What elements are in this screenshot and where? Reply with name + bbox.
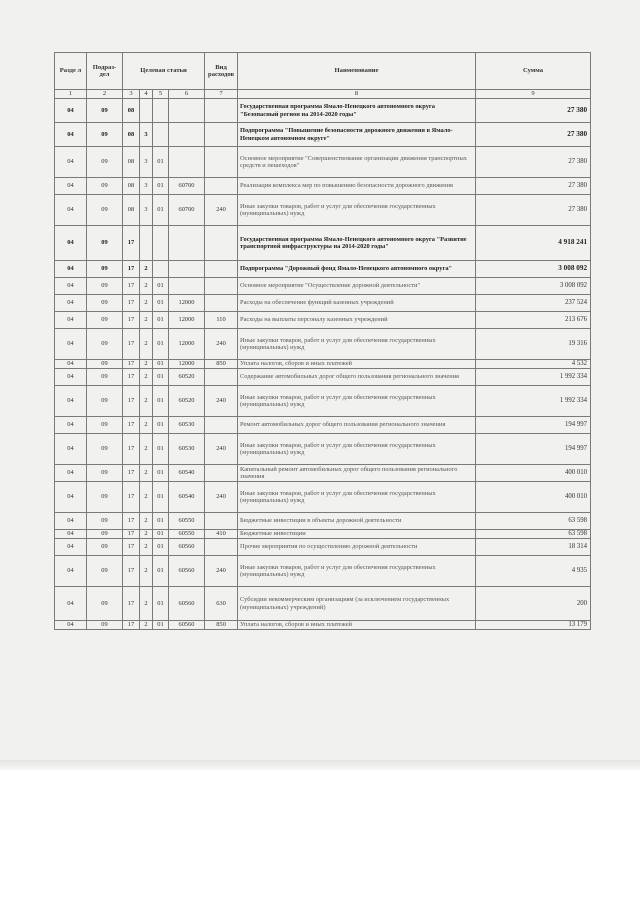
table-row bbox=[55, 226, 591, 261]
cell-section: 04 bbox=[55, 621, 87, 630]
cell-direction: 60560 bbox=[169, 621, 205, 630]
cell-name: Иные закупки товаров, работ и услуг для обеспечения государственных (муниципальных) нужд bbox=[238, 434, 476, 465]
cell-expense-type: 240 bbox=[205, 434, 238, 465]
cell-subsection: 09 bbox=[87, 513, 123, 530]
cell-expense-type: 410 bbox=[205, 530, 238, 539]
cell-expense-type bbox=[205, 147, 238, 178]
cell-activity: 01 bbox=[153, 312, 169, 329]
cell-section: 04 bbox=[55, 386, 87, 417]
cell-subsection: 09 bbox=[87, 147, 123, 178]
cell-expense-type bbox=[205, 513, 238, 530]
cell-program: 17 bbox=[123, 261, 140, 278]
cell-subprogram: 3 bbox=[140, 123, 153, 147]
column-number: 2 bbox=[87, 90, 123, 99]
table-row bbox=[55, 556, 591, 587]
cell-subprogram: 3 bbox=[140, 195, 153, 226]
column-number: 1 bbox=[55, 90, 87, 99]
cell-section: 04 bbox=[55, 369, 87, 386]
cell-activity bbox=[153, 123, 169, 147]
cell-name: Расходы на обеспечение функций казенных учреждений bbox=[238, 295, 476, 312]
cell-program: 17 bbox=[123, 434, 140, 465]
cell-expense-type bbox=[205, 261, 238, 278]
cell-expense-type: 240 bbox=[205, 556, 238, 587]
scan-edge bbox=[0, 760, 640, 770]
cell-subprogram: 2 bbox=[140, 465, 153, 482]
cell-direction: 12000 bbox=[169, 329, 205, 360]
cell-expense-type bbox=[205, 226, 238, 261]
cell-section: 04 bbox=[55, 261, 87, 278]
cell-program: 17 bbox=[123, 386, 140, 417]
cell-program: 17 bbox=[123, 482, 140, 513]
column-number: 3 bbox=[123, 90, 140, 99]
cell-program: 17 bbox=[123, 465, 140, 482]
cell-program: 17 bbox=[123, 226, 140, 261]
table-row bbox=[55, 312, 591, 329]
cell-name: Государственная программа Ямало-Ненецкого автономного округа "Безопасный регион на 2014-2020 годы" bbox=[238, 99, 476, 123]
cell-activity: 01 bbox=[153, 513, 169, 530]
cell-name: Подпрограмма "Дорожный фонд Ямало-Ненецкого автономного округа" bbox=[238, 261, 476, 278]
cell-subprogram: 2 bbox=[140, 417, 153, 434]
cell-name: Государственная программа Ямало-Ненецкого автономного округа "Развитие транспортной инфраструктуры на 2014-2020 годы" bbox=[238, 226, 476, 261]
table-row bbox=[55, 147, 591, 178]
cell-expense-type bbox=[205, 295, 238, 312]
cell-activity: 01 bbox=[153, 195, 169, 226]
cell-sum: 213 676 bbox=[476, 312, 591, 329]
cell-sum: 237 524 bbox=[476, 295, 591, 312]
cell-name: Бюджетные инвестиции в объекты дорожной деятельности bbox=[238, 513, 476, 530]
cell-program: 17 bbox=[123, 369, 140, 386]
cell-activity: 01 bbox=[153, 482, 169, 513]
cell-name: Бюджетные инвестиции bbox=[238, 530, 476, 539]
cell-subsection: 09 bbox=[87, 482, 123, 513]
cell-subprogram: 3 bbox=[140, 147, 153, 178]
table-row bbox=[55, 621, 591, 630]
cell-activity: 01 bbox=[153, 386, 169, 417]
cell-program: 17 bbox=[123, 539, 140, 556]
cell-subsection: 09 bbox=[87, 621, 123, 630]
cell-sum: 4 935 bbox=[476, 556, 591, 587]
cell-name: Подпрограмма "Повышение безопасности дорожного движения в Ямало-Ненецком автономном округе" bbox=[238, 123, 476, 147]
cell-sum: 194 997 bbox=[476, 417, 591, 434]
cell-activity: 01 bbox=[153, 621, 169, 630]
cell-sum: 19 316 bbox=[476, 329, 591, 360]
cell-section: 04 bbox=[55, 123, 87, 147]
cell-direction: 60520 bbox=[169, 369, 205, 386]
cell-section: 04 bbox=[55, 556, 87, 587]
cell-expense-type bbox=[205, 417, 238, 434]
column-number: 9 bbox=[476, 90, 591, 99]
cell-expense-type bbox=[205, 99, 238, 123]
cell-program: 17 bbox=[123, 621, 140, 630]
cell-sum: 4 918 241 bbox=[476, 226, 591, 261]
cell-name: Капитальный ремонт автомобильных дорог общего пользования регионального значения bbox=[238, 465, 476, 482]
cell-direction bbox=[169, 99, 205, 123]
cell-section: 04 bbox=[55, 278, 87, 295]
cell-name: Иные закупки товаров, работ и услуг для обеспечения государственных (муниципальных) нужд bbox=[238, 195, 476, 226]
cell-subprogram bbox=[140, 226, 153, 261]
table-row bbox=[55, 587, 591, 621]
cell-direction bbox=[169, 123, 205, 147]
cell-subprogram: 2 bbox=[140, 329, 153, 360]
cell-expense-type: 850 bbox=[205, 621, 238, 630]
column-number-row bbox=[55, 90, 591, 99]
cell-name: Прочие мероприятия по осуществлению дорожной деятельности bbox=[238, 539, 476, 556]
cell-direction bbox=[169, 278, 205, 295]
cell-name: Уплата налогов, сборов и иных платежей bbox=[238, 360, 476, 369]
cell-direction: 60520 bbox=[169, 386, 205, 417]
cell-expense-type bbox=[205, 539, 238, 556]
cell-expense-type: 240 bbox=[205, 329, 238, 360]
cell-name: Ремонт автомобильных дорог общего пользования регионального значения bbox=[238, 417, 476, 434]
cell-name: Уплата налогов, сборов и иных платежей bbox=[238, 621, 476, 630]
cell-subprogram: 2 bbox=[140, 587, 153, 621]
cell-name: Иные закупки товаров, работ и услуг для обеспечения государственных (муниципальных) нужд bbox=[238, 556, 476, 587]
cell-program: 17 bbox=[123, 329, 140, 360]
cell-program: 08 bbox=[123, 99, 140, 123]
table-row bbox=[55, 539, 591, 556]
cell-program: 08 bbox=[123, 147, 140, 178]
cell-subsection: 09 bbox=[87, 123, 123, 147]
table-row bbox=[55, 261, 591, 278]
table-row bbox=[55, 386, 591, 417]
cell-sum: 27 380 bbox=[476, 195, 591, 226]
cell-name: Содержание автомобильных дорог общего пользования регионального значения bbox=[238, 369, 476, 386]
cell-sum: 27 380 bbox=[476, 178, 591, 195]
cell-direction: 60560 bbox=[169, 539, 205, 556]
cell-subsection: 09 bbox=[87, 530, 123, 539]
cell-section: 04 bbox=[55, 226, 87, 261]
cell-direction: 60540 bbox=[169, 482, 205, 513]
cell-activity: 01 bbox=[153, 360, 169, 369]
cell-expense-type: 850 bbox=[205, 360, 238, 369]
header-subsection: Подраз- дел bbox=[87, 53, 123, 90]
cell-section: 04 bbox=[55, 587, 87, 621]
cell-direction: 60700 bbox=[169, 195, 205, 226]
cell-subsection: 09 bbox=[87, 261, 123, 278]
cell-direction bbox=[169, 261, 205, 278]
table-row bbox=[55, 295, 591, 312]
cell-subsection: 09 bbox=[87, 329, 123, 360]
cell-direction: 60550 bbox=[169, 513, 205, 530]
cell-expense-type bbox=[205, 465, 238, 482]
cell-subsection: 09 bbox=[87, 360, 123, 369]
cell-activity: 01 bbox=[153, 147, 169, 178]
cell-activity: 01 bbox=[153, 539, 169, 556]
table-body bbox=[55, 99, 591, 630]
cell-sum: 27 380 bbox=[476, 147, 591, 178]
cell-subsection: 09 bbox=[87, 556, 123, 587]
cell-activity: 01 bbox=[153, 295, 169, 312]
cell-subprogram bbox=[140, 99, 153, 123]
cell-sum: 400 010 bbox=[476, 482, 591, 513]
cell-section: 04 bbox=[55, 295, 87, 312]
cell-direction: 60560 bbox=[169, 587, 205, 621]
column-number: 7 bbox=[205, 90, 238, 99]
cell-subprogram: 2 bbox=[140, 386, 153, 417]
cell-expense-type: 240 bbox=[205, 195, 238, 226]
cell-subprogram: 2 bbox=[140, 556, 153, 587]
cell-sum: 63 598 bbox=[476, 530, 591, 539]
table-row bbox=[55, 465, 591, 482]
cell-direction: 12000 bbox=[169, 295, 205, 312]
cell-expense-type: 240 bbox=[205, 386, 238, 417]
cell-sum: 13 179 bbox=[476, 621, 591, 630]
cell-subprogram: 2 bbox=[140, 434, 153, 465]
cell-program: 17 bbox=[123, 278, 140, 295]
cell-sum: 3 008 092 bbox=[476, 278, 591, 295]
cell-subsection: 09 bbox=[87, 226, 123, 261]
cell-program: 17 bbox=[123, 417, 140, 434]
cell-activity: 01 bbox=[153, 587, 169, 621]
cell-section: 04 bbox=[55, 434, 87, 465]
cell-direction: 12000 bbox=[169, 312, 205, 329]
table-row bbox=[55, 530, 591, 539]
cell-activity: 01 bbox=[153, 434, 169, 465]
cell-section: 04 bbox=[55, 195, 87, 226]
cell-program: 17 bbox=[123, 312, 140, 329]
cell-name: Иные закупки товаров, работ и услуг для обеспечения государственных (муниципальных) нужд bbox=[238, 386, 476, 417]
header-row bbox=[55, 53, 591, 90]
cell-name: Основное мероприятие "Осуществление дорожной деятельности" bbox=[238, 278, 476, 295]
cell-subsection: 09 bbox=[87, 369, 123, 386]
table-row bbox=[55, 434, 591, 465]
cell-section: 04 bbox=[55, 513, 87, 530]
cell-section: 04 bbox=[55, 539, 87, 556]
cell-expense-type bbox=[205, 178, 238, 195]
header-section: Разде л bbox=[55, 53, 87, 90]
cell-subsection: 09 bbox=[87, 539, 123, 556]
cell-expense-type: 240 bbox=[205, 482, 238, 513]
cell-program: 17 bbox=[123, 556, 140, 587]
cell-name: Субсидии некоммерческим организациям (за исключением государственных (муниципальных) учреждений) bbox=[238, 587, 476, 621]
cell-direction: 60530 bbox=[169, 434, 205, 465]
cell-sum: 400 010 bbox=[476, 465, 591, 482]
cell-sum: 27 380 bbox=[476, 123, 591, 147]
cell-subprogram: 2 bbox=[140, 312, 153, 329]
cell-activity: 01 bbox=[153, 556, 169, 587]
cell-subsection: 09 bbox=[87, 195, 123, 226]
cell-subsection: 09 bbox=[87, 434, 123, 465]
cell-subprogram: 3 bbox=[140, 178, 153, 195]
cell-program: 17 bbox=[123, 587, 140, 621]
cell-subsection: 09 bbox=[87, 417, 123, 434]
cell-section: 04 bbox=[55, 312, 87, 329]
cell-direction: 60530 bbox=[169, 417, 205, 434]
cell-subprogram: 2 bbox=[140, 295, 153, 312]
cell-subprogram: 2 bbox=[140, 621, 153, 630]
cell-program: 17 bbox=[123, 360, 140, 369]
cell-direction: 12000 bbox=[169, 360, 205, 369]
cell-subsection: 09 bbox=[87, 386, 123, 417]
cell-subprogram: 2 bbox=[140, 369, 153, 386]
cell-section: 04 bbox=[55, 530, 87, 539]
cell-section: 04 bbox=[55, 329, 87, 360]
cell-activity: 01 bbox=[153, 530, 169, 539]
cell-sum: 1 992 334 bbox=[476, 386, 591, 417]
cell-sum: 18 314 bbox=[476, 539, 591, 556]
table-row bbox=[55, 329, 591, 360]
table-row bbox=[55, 278, 591, 295]
cell-direction: 60540 bbox=[169, 465, 205, 482]
cell-direction bbox=[169, 147, 205, 178]
cell-name: Иные закупки товаров, работ и услуг для обеспечения государственных (муниципальных) нужд bbox=[238, 482, 476, 513]
cell-sum: 27 380 bbox=[476, 99, 591, 123]
cell-subsection: 09 bbox=[87, 312, 123, 329]
cell-subprogram: 2 bbox=[140, 530, 153, 539]
cell-sum: 194 997 bbox=[476, 434, 591, 465]
cell-direction: 60550 bbox=[169, 530, 205, 539]
table-row bbox=[55, 369, 591, 386]
cell-subsection: 09 bbox=[87, 465, 123, 482]
cell-program: 17 bbox=[123, 513, 140, 530]
cell-section: 04 bbox=[55, 465, 87, 482]
cell-name: Основное мероприятие "Совершенствование организации движения транспортных средств и пешеходов" bbox=[238, 147, 476, 178]
cell-sum: 200 bbox=[476, 587, 591, 621]
cell-subsection: 09 bbox=[87, 278, 123, 295]
cell-name: Расходы на выплаты персоналу казенных учреждений bbox=[238, 312, 476, 329]
cell-expense-type bbox=[205, 278, 238, 295]
cell-section: 04 bbox=[55, 178, 87, 195]
cell-activity bbox=[153, 226, 169, 261]
cell-program: 08 bbox=[123, 123, 140, 147]
cell-subsection: 09 bbox=[87, 178, 123, 195]
cell-subprogram: 2 bbox=[140, 360, 153, 369]
cell-expense-type bbox=[205, 369, 238, 386]
cell-program: 08 bbox=[123, 178, 140, 195]
table-row bbox=[55, 123, 591, 147]
cell-program: 08 bbox=[123, 195, 140, 226]
cell-direction: 60560 bbox=[169, 556, 205, 587]
cell-name: Реализация комплекса мер по повышению безопасности дорожного движения bbox=[238, 178, 476, 195]
cell-section: 04 bbox=[55, 482, 87, 513]
header-expense-type: Вид расходов bbox=[205, 53, 238, 90]
cell-activity: 01 bbox=[153, 369, 169, 386]
table-row bbox=[55, 360, 591, 369]
cell-subsection: 09 bbox=[87, 99, 123, 123]
cell-activity bbox=[153, 99, 169, 123]
column-number: 4 bbox=[140, 90, 153, 99]
cell-sum: 4 532 bbox=[476, 360, 591, 369]
cell-activity: 01 bbox=[153, 417, 169, 434]
cell-expense-type bbox=[205, 123, 238, 147]
budget-table bbox=[54, 52, 591, 630]
cell-subsection: 09 bbox=[87, 587, 123, 621]
table-row bbox=[55, 99, 591, 123]
cell-sum: 63 598 bbox=[476, 513, 591, 530]
header-sum: Сумма bbox=[476, 53, 591, 90]
cell-expense-type: 630 bbox=[205, 587, 238, 621]
cell-section: 04 bbox=[55, 99, 87, 123]
cell-subprogram: 2 bbox=[140, 278, 153, 295]
table-row bbox=[55, 513, 591, 530]
cell-section: 04 bbox=[55, 417, 87, 434]
column-number: 8 bbox=[238, 90, 476, 99]
cell-activity bbox=[153, 261, 169, 278]
table-row bbox=[55, 178, 591, 195]
cell-expense-type: 110 bbox=[205, 312, 238, 329]
cell-activity: 01 bbox=[153, 278, 169, 295]
cell-subsection: 09 bbox=[87, 295, 123, 312]
cell-direction: 60700 bbox=[169, 178, 205, 195]
table-row bbox=[55, 195, 591, 226]
header-target: Целевая статьи bbox=[123, 53, 205, 90]
cell-subprogram: 2 bbox=[140, 513, 153, 530]
table-row bbox=[55, 482, 591, 513]
table-row bbox=[55, 417, 591, 434]
cell-subprogram: 2 bbox=[140, 261, 153, 278]
cell-section: 04 bbox=[55, 147, 87, 178]
column-number: 6 bbox=[169, 90, 205, 99]
cell-sum: 1 992 334 bbox=[476, 369, 591, 386]
budget-sheet bbox=[54, 52, 590, 630]
cell-name: Иные закупки товаров, работ и услуг для обеспечения государственных (муниципальных) нужд bbox=[238, 329, 476, 360]
header-name: Наименование bbox=[238, 53, 476, 90]
cell-activity: 01 bbox=[153, 465, 169, 482]
cell-direction bbox=[169, 226, 205, 261]
cell-subprogram: 2 bbox=[140, 539, 153, 556]
cell-subprogram: 2 bbox=[140, 482, 153, 513]
cell-program: 17 bbox=[123, 530, 140, 539]
cell-program: 17 bbox=[123, 295, 140, 312]
cell-activity: 01 bbox=[153, 178, 169, 195]
cell-section: 04 bbox=[55, 360, 87, 369]
column-number: 5 bbox=[153, 90, 169, 99]
cell-sum: 3 008 092 bbox=[476, 261, 591, 278]
cell-activity: 01 bbox=[153, 329, 169, 360]
